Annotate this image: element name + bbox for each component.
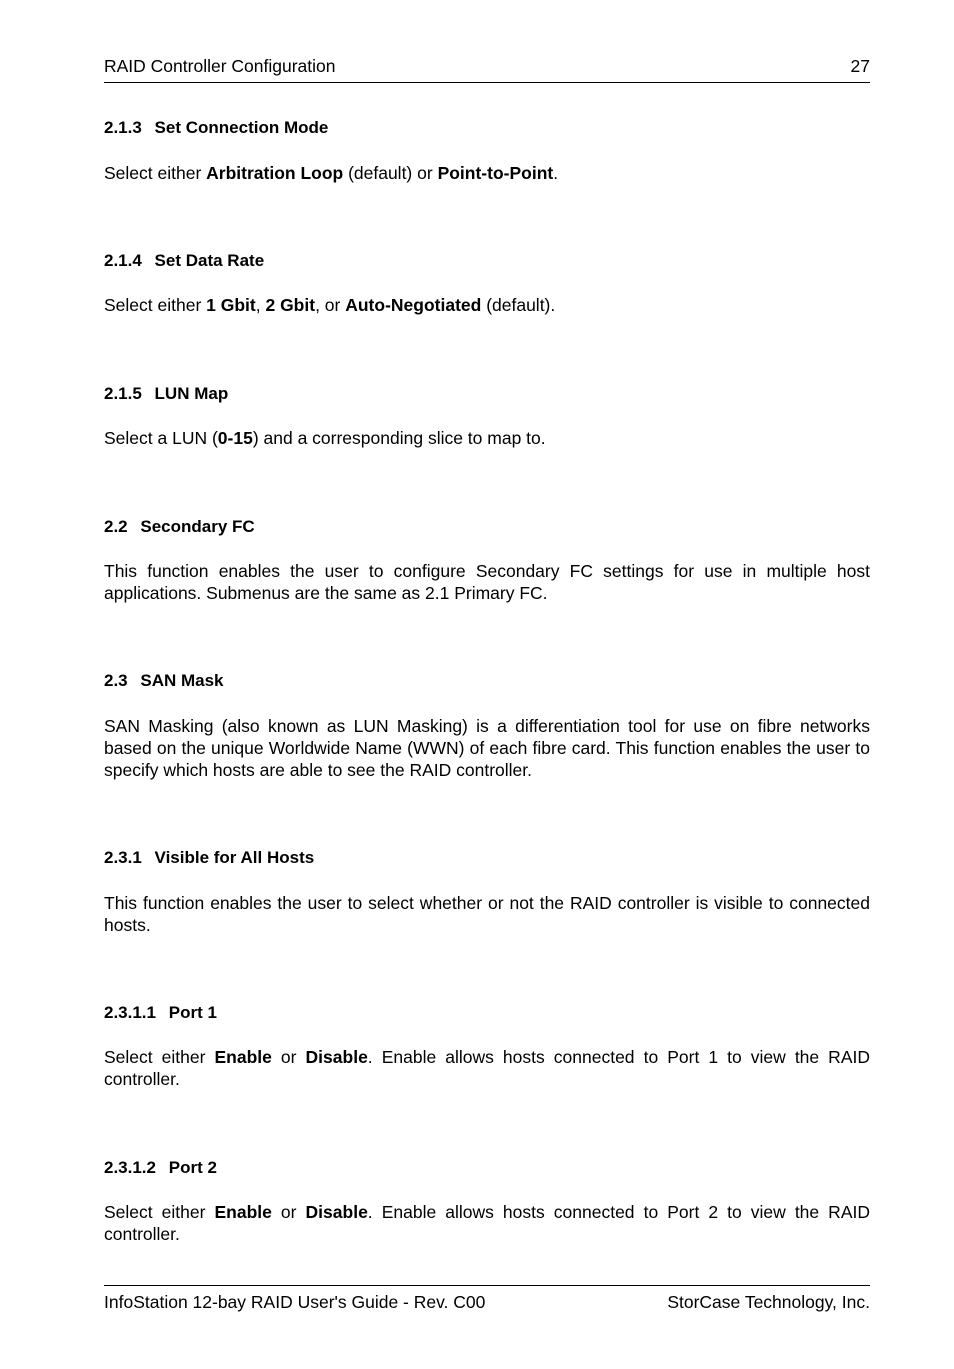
footer-company: StorCase Technology, Inc. bbox=[667, 1292, 870, 1312]
section-number: 2.3.1.1 bbox=[104, 1003, 156, 1022]
text-run: (default). bbox=[481, 295, 556, 315]
text-run: ) and a corresponding slice to map to. bbox=[252, 428, 546, 448]
section-number: 2.1.3 bbox=[104, 118, 142, 137]
section-number: 2.3.1 bbox=[104, 848, 142, 867]
section-number: 2.1.4 bbox=[104, 251, 142, 270]
text-run: or bbox=[271, 1047, 306, 1067]
section-number: 2.2 bbox=[104, 517, 128, 536]
text-run: . Enable allows hosts connected to Port 1 to view the RAID controller. bbox=[104, 1047, 870, 1089]
text-run: , bbox=[255, 295, 266, 315]
text-run: Select either bbox=[104, 1047, 215, 1067]
footer-document-title: InfoStation 12-bay RAID User's Guide - Rev. C00 bbox=[104, 1292, 486, 1312]
text-run: . Enable allows hosts connected to Port 2 to view the RAID controller. bbox=[104, 1202, 870, 1244]
section-title: Visible for All Hosts bbox=[154, 848, 315, 867]
text-run: Select either bbox=[104, 295, 207, 315]
section-heading-2-2 bbox=[104, 517, 870, 537]
option-auto-negotiated: Auto-Negotiated bbox=[345, 295, 482, 315]
section-heading-2-3-1-2 bbox=[104, 1158, 870, 1178]
text-run: . bbox=[553, 163, 559, 183]
page-header bbox=[104, 56, 870, 83]
section-title: Port 2 bbox=[168, 1158, 217, 1177]
section-body-2-3-1-2 bbox=[104, 1201, 870, 1245]
page-footer bbox=[104, 1285, 870, 1318]
option-enable: Enable bbox=[214, 1202, 272, 1222]
option-enable: Enable bbox=[214, 1047, 272, 1067]
section-title: Set Connection Mode bbox=[154, 118, 329, 137]
section-heading-2-1-5 bbox=[104, 384, 870, 404]
option-point-to-point: Point-to-Point bbox=[437, 163, 554, 183]
section-body-2-3: SAN Masking (also known as LUN Masking) is a differentiation tool for use on fibre networks based on the unique Worldwide Name (WWN) of each fibre card. This function enables the user to specify which hosts are able to see the RAID controller. bbox=[104, 716, 870, 780]
section-title: Port 1 bbox=[168, 1003, 217, 1022]
header-page-number: 27 bbox=[850, 56, 870, 76]
text-run: or bbox=[271, 1202, 306, 1222]
section-heading-2-3 bbox=[104, 671, 870, 691]
option-2-gbit: 2 Gbit bbox=[265, 295, 316, 315]
option-1-gbit: 1 Gbit bbox=[206, 295, 256, 315]
section-title: Secondary FC bbox=[140, 517, 255, 536]
section-body-2-3-1-1 bbox=[104, 1046, 870, 1090]
section-title: LUN Map bbox=[154, 384, 229, 403]
text-run: , or bbox=[315, 295, 346, 315]
section-number: 2.1.5 bbox=[104, 384, 142, 403]
header-title: RAID Controller Configuration bbox=[104, 56, 336, 76]
section-heading-2-3-1 bbox=[104, 848, 870, 868]
section-title: SAN Mask bbox=[140, 671, 224, 690]
option-arbitration-loop: Arbitration Loop bbox=[206, 163, 344, 183]
section-title: Set Data Rate bbox=[154, 251, 265, 270]
text-run: Select either bbox=[104, 163, 207, 183]
section-body-2-2: This function enables the user to configure Secondary FC settings for use in multiple host applications. Submenus are the same as 2.1 Primary FC. bbox=[104, 561, 870, 603]
option-disable: Disable bbox=[305, 1047, 368, 1067]
lun-range: 0-15 bbox=[217, 428, 253, 448]
section-body-2-3-1: This function enables the user to select whether or not the RAID controller is visible to connected hosts. bbox=[104, 893, 870, 935]
section-heading-2-1-3 bbox=[104, 118, 870, 138]
section-body-2-1-3 bbox=[104, 162, 870, 184]
text-run: Select either bbox=[104, 1202, 215, 1222]
text-run: Select a LUN ( bbox=[104, 428, 218, 448]
section-body-2-1-4 bbox=[104, 294, 870, 316]
section-heading-2-1-4 bbox=[104, 251, 870, 271]
text-run: (default) or bbox=[343, 163, 438, 183]
section-body-2-1-5 bbox=[104, 427, 870, 449]
section-heading-2-3-1-1 bbox=[104, 1003, 870, 1023]
section-number: 2.3.1.2 bbox=[104, 1158, 156, 1177]
section-number: 2.3 bbox=[104, 671, 128, 690]
option-disable: Disable bbox=[305, 1202, 368, 1222]
